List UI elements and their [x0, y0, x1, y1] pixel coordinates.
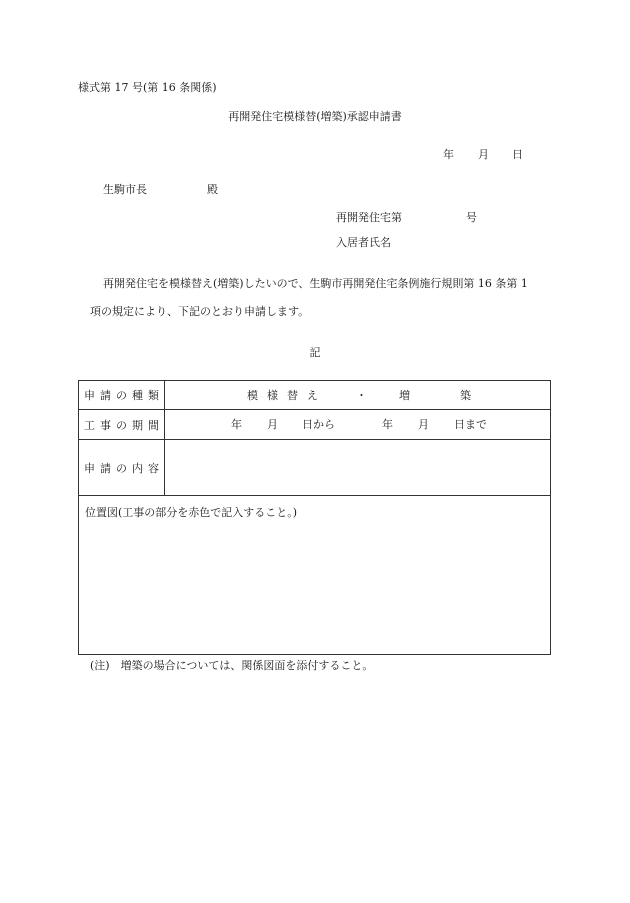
table-row-location-map [79, 496, 550, 655]
construction-period-label: 工事の期間 [79, 410, 165, 439]
application-type-label: 申請の種類 [79, 381, 165, 409]
footnote: (注) 増築の場合については、関係図面を添付すること。 [90, 659, 374, 672]
resident-name-label: 入居者氏名 [336, 236, 391, 249]
location-map-label: 位置図(工事の部分を赤色で記入すること。) [85, 506, 298, 519]
date-month-label: 月 [478, 148, 489, 161]
period-end-day: 日まで [454, 418, 487, 431]
application-table [78, 380, 551, 655]
body-text-line-2: 項の規定により、下記のとおり申請します。 [90, 305, 310, 318]
ki-heading: 記 [309, 346, 321, 359]
housing-number-label: 再開発住宅第 [336, 211, 402, 224]
document-title: 再開発住宅模様替(増築)承認申請書 [228, 110, 402, 123]
date-year-label: 年 [443, 148, 454, 161]
table-row-application-type [79, 381, 550, 410]
application-content-label: 申請の内容 [79, 440, 165, 495]
period-start-year: 年 [231, 418, 242, 431]
option-separator: ・ [356, 389, 367, 402]
option-extension-char-1: 増 [399, 389, 410, 402]
period-end-year: 年 [382, 418, 393, 431]
period-end-month: 月 [418, 418, 429, 431]
table-row-application-content [79, 440, 550, 496]
housing-number-suffix: 号 [466, 211, 477, 224]
period-start-day: 日から [302, 418, 335, 431]
table-row-construction-period [79, 410, 550, 440]
option-extension-char-2: 築 [460, 389, 471, 402]
period-start-month: 月 [267, 418, 278, 431]
addressee-honorific: 殿 [207, 183, 218, 196]
date-day-label: 日 [512, 148, 523, 161]
option-remodel: 模様替え [247, 389, 327, 402]
addressee-name: 生駒市長 [103, 183, 147, 196]
form-number: 様式第 17 号(第 16 条関係) [78, 81, 217, 94]
body-text-line-1: 再開発住宅を模様替え(増築)したいので、生駒市再開発住宅条例施行規則第 16 条第 1 [103, 277, 528, 290]
